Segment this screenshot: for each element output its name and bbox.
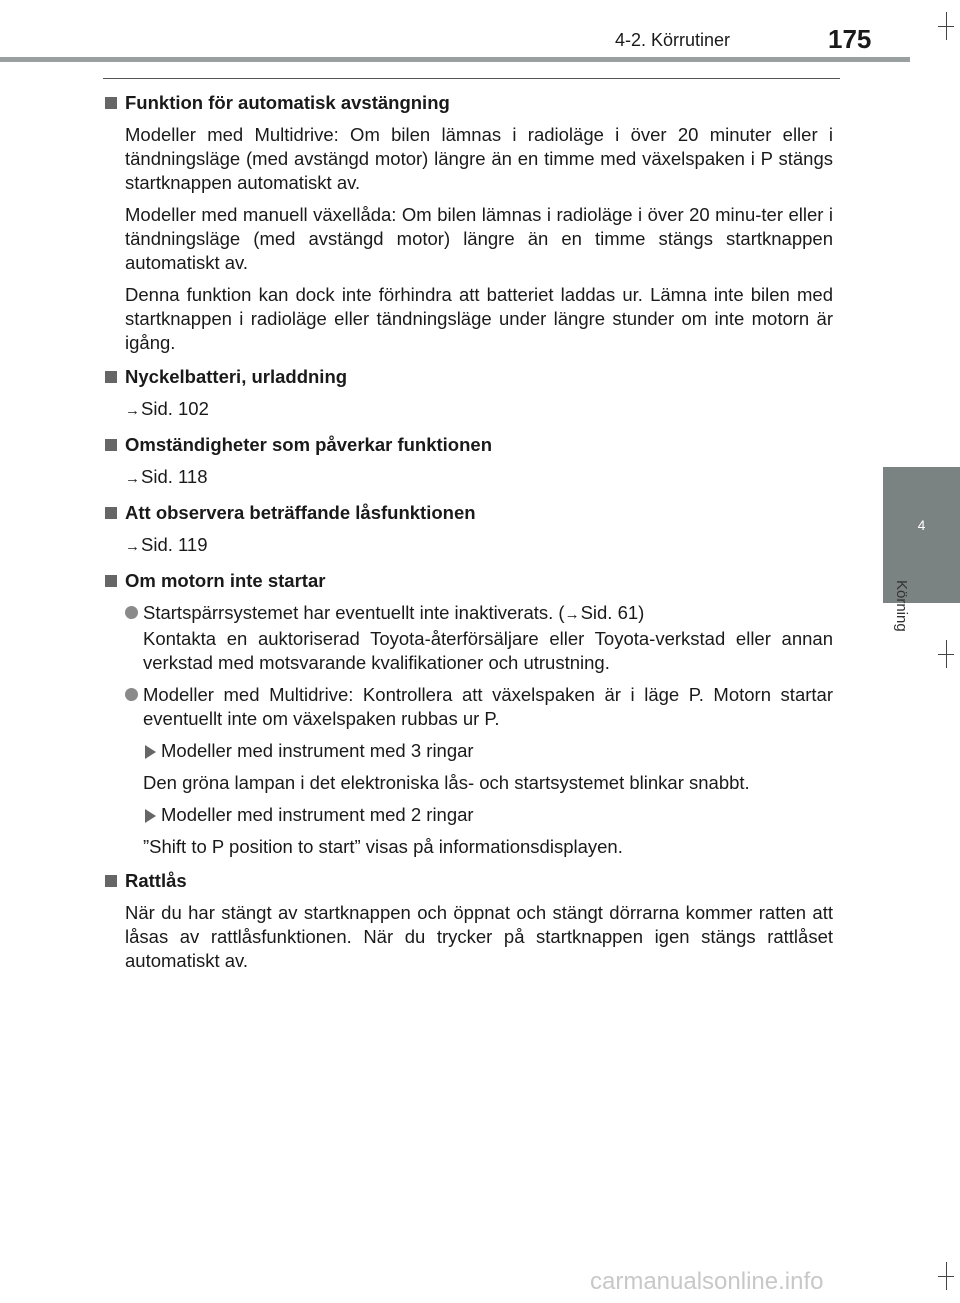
page-reference[interactable]: [105, 397, 833, 423]
triangle-bullet-icon: [145, 809, 156, 823]
sub-heading-text: Modeller med instrument med 3 ringar: [161, 740, 474, 761]
arrow-right-icon: →: [125, 538, 140, 555]
round-bullet-icon: [125, 688, 138, 701]
sub-heading-text: Modeller med instrument med 2 ringar: [161, 804, 474, 825]
reference-text: Sid. 119: [141, 534, 208, 555]
section-key-battery: [105, 365, 833, 423]
reference-text: Sid. 118: [141, 466, 208, 487]
section-auto-off: [105, 91, 833, 355]
bullet-text: Kontakta en auktoriserad Toyota-återförsäljare eller Toyota-verkstad eller annan verkstad med motsvarande kvalifikationer och utrustning.: [143, 628, 833, 673]
crop-mark-middle-h: [938, 654, 954, 655]
chapter-number: 4: [917, 517, 926, 533]
crop-mark-top-h: [938, 26, 954, 27]
side-strip: [883, 62, 960, 1303]
chapter-name: Körning: [893, 580, 910, 632]
section-lock-notes: [105, 501, 833, 559]
sub-heading: [105, 803, 833, 827]
square-bullet-icon: [105, 371, 117, 383]
header-bar: [0, 57, 910, 62]
section-heading: [105, 869, 833, 893]
section-heading: [105, 501, 833, 525]
section-heading: [105, 433, 833, 457]
heading-text: Om motorn inte startar: [125, 570, 326, 591]
paragraph: Denna funktion kan dock inte förhindra att batteriet laddas ur. Lämna inte bilen med startknappen i radioläge eller tändningsläge under längre stunder om inte motorn är igång.: [125, 284, 833, 353]
page-reference[interactable]: [105, 533, 833, 559]
bullet-text: Startspärrsystemet har eventuellt inte inaktiverats. (: [143, 602, 565, 623]
heading-text: Rattlås: [125, 870, 187, 891]
page-number: 175: [828, 24, 872, 54]
bullet-item: [105, 601, 833, 675]
square-bullet-icon: [105, 507, 117, 519]
square-bullet-icon: [105, 439, 117, 451]
watermark: carmanualsonline.info: [590, 1268, 824, 1295]
crop-mark-bottom-h: [938, 1276, 954, 1277]
triangle-bullet-icon: [145, 745, 156, 759]
top-rule: [103, 78, 840, 79]
square-bullet-icon: [105, 575, 117, 587]
section-engine-not-starting: [105, 569, 833, 859]
arrow-right-icon: →: [125, 402, 140, 419]
round-bullet-icon: [125, 606, 138, 619]
heading-text: Att observera beträffande låsfunktionen: [125, 502, 476, 523]
sub-paragraph: Den gröna lampan i det elektroniska lås- och startsystemet blinkar snabbt.: [143, 772, 750, 793]
section-heading: [105, 569, 833, 593]
bullet-text: Modeller med Multidrive: Kontrollera att växelspaken är i läge P. Motorn startar eventuellt inte om växelspaken rubbas ur P.: [143, 684, 833, 729]
arrow-right-icon: →: [125, 470, 140, 487]
section-conditions: [105, 433, 833, 491]
sub-heading: [105, 739, 833, 763]
heading-text: Funktion för automatisk avstängning: [125, 92, 450, 113]
section-heading: [105, 91, 833, 115]
heading-text: Nyckelbatteri, urladdning: [125, 366, 348, 387]
reference-text[interactable]: Sid. 61): [580, 602, 645, 623]
square-bullet-icon: [105, 97, 117, 109]
heading-text: Omständigheter som påverkar funktionen: [125, 434, 493, 455]
page-reference[interactable]: [105, 465, 833, 491]
section-label: 4-2. Körrutiner: [615, 30, 731, 50]
paragraph: Modeller med manuell växellåda: Om bilen lämnas i radioläge i över 20 minu-ter eller i tändningsläge (med avstängd motor) längre än en timme stängs startknappen automatiskt av.: [125, 204, 833, 273]
page-content: [105, 91, 833, 983]
square-bullet-icon: [105, 875, 117, 887]
bullet-item: [105, 683, 833, 731]
header-band: [0, 0, 910, 57]
arrow-right-icon: →: [564, 606, 580, 623]
section-heading: [105, 365, 833, 389]
section-steering-lock: [105, 869, 833, 973]
sub-paragraph: ”Shift to P position to start” visas på informationsdisplayen.: [143, 836, 623, 857]
reference-text: Sid. 102: [141, 398, 209, 419]
paragraph: När du har stängt av startknappen och öppnat och stängt dörrarna kommer ratten att låsas av rattlåsfunktionen. När du trycker på startknappen igen stängs rattlåset automatiskt av.: [125, 902, 833, 971]
paragraph: Modeller med Multidrive: Om bilen lämnas i radioläge i över 20 minuter eller i tändningsläge (med avstängd motor) längre än en timme med växelspaken i P stängs startknappen automatiskt av.: [125, 124, 833, 193]
